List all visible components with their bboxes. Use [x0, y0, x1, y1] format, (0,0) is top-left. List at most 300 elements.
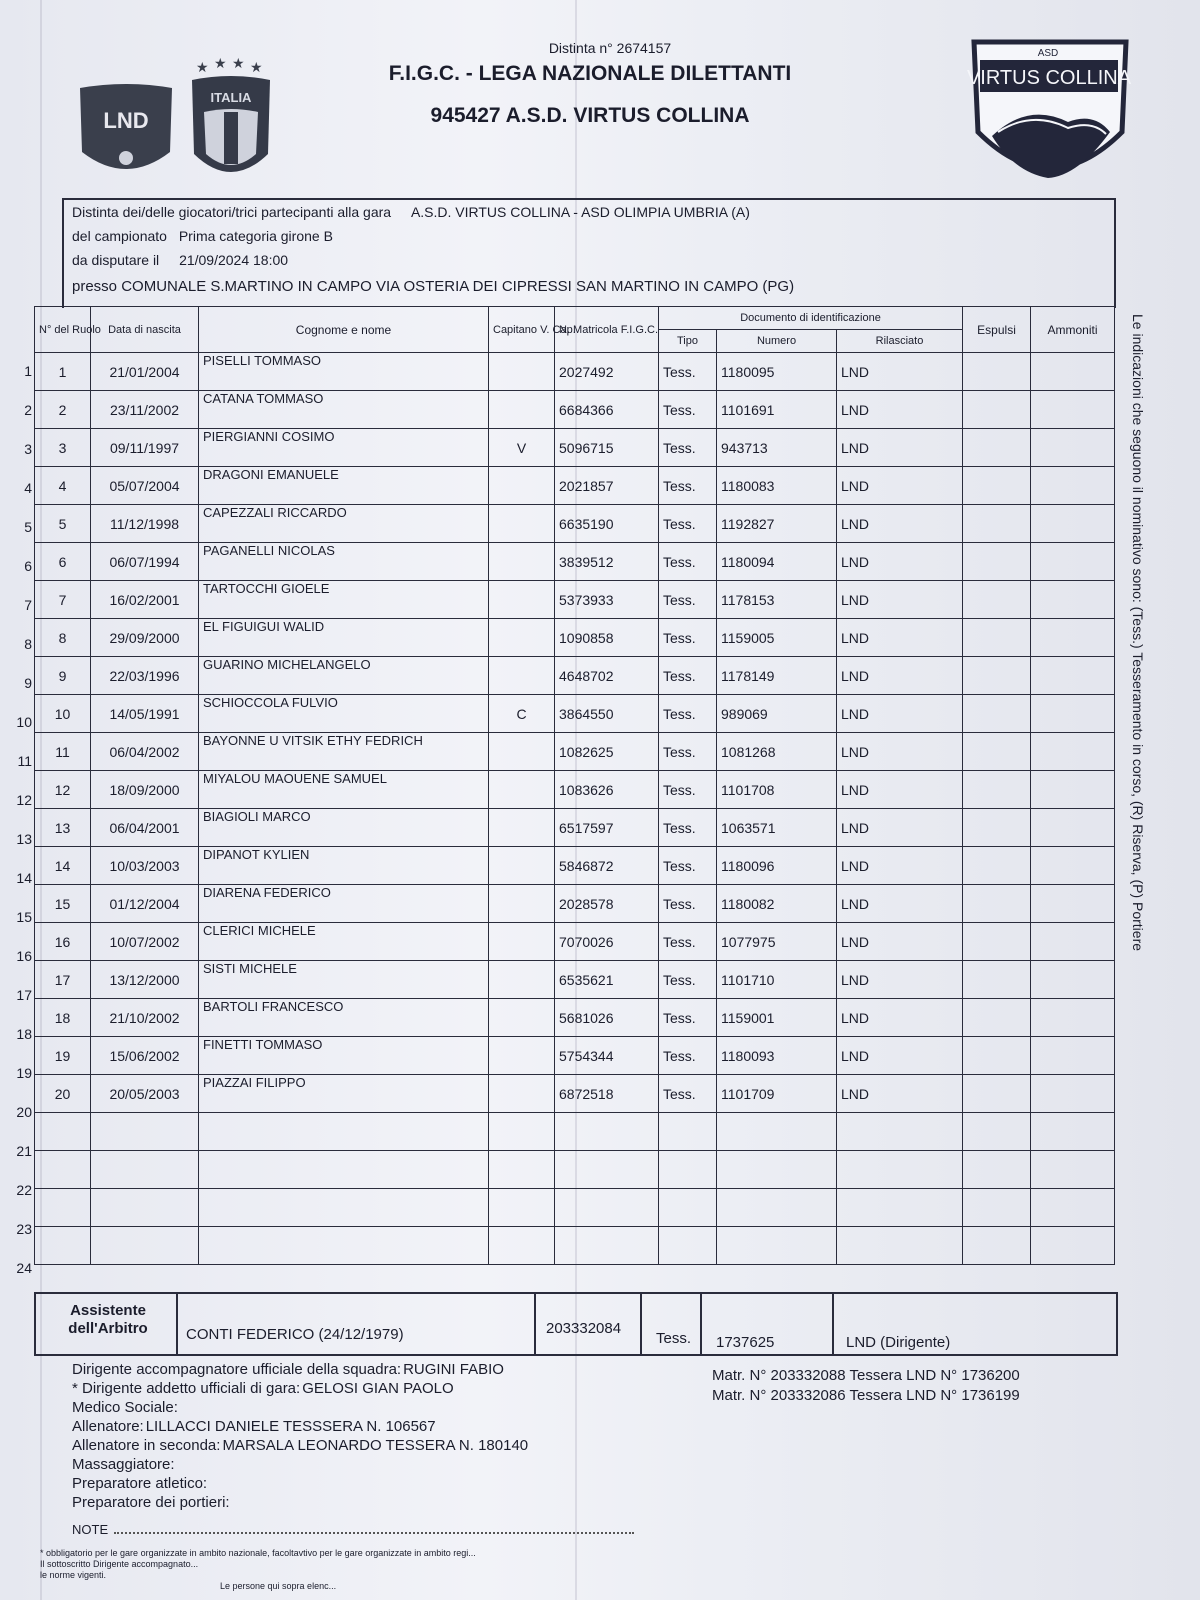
col-numero: Numero — [717, 330, 837, 353]
virtus-collina-logo — [968, 36, 1132, 194]
table-row — [35, 581, 1115, 619]
cell-cap — [489, 467, 555, 505]
staff-value: LILLACCI DANIELE TESSSERA N. 106567 — [145, 1418, 436, 1435]
cell-ammoniti — [1031, 1189, 1115, 1227]
staff-row — [72, 1436, 528, 1455]
cell-tipo: Tess. — [659, 657, 717, 695]
cell-rilasciato: LND — [837, 885, 963, 923]
assistente-label: Assistente dell'Arbitro — [68, 1302, 148, 1337]
col-matricola: N. Matricola F.I.G.C. — [555, 307, 659, 353]
cell-ammoniti — [1031, 657, 1115, 695]
table-row — [35, 657, 1115, 695]
cell-nome: DIARENA FEDERICO — [199, 885, 489, 923]
table-row — [35, 619, 1115, 657]
col-nascita: Data di nascita — [91, 307, 199, 353]
cell-tipo: Tess. — [659, 619, 717, 657]
table-row — [35, 1113, 1115, 1151]
cell-cap — [489, 885, 555, 923]
matricole-block — [712, 1366, 1020, 1406]
cell-nome: SISTI MICHELE — [199, 961, 489, 999]
row-number: 23 — [16, 1221, 32, 1237]
staff-row — [72, 1474, 528, 1493]
match-info — [62, 198, 1116, 308]
lnd-logo-text: LND — [103, 108, 149, 133]
cell-matricola: 2027492 — [555, 353, 659, 391]
cell-ammoniti — [1031, 505, 1115, 543]
cell-ruolo: 3 — [35, 429, 91, 467]
cell-espulsi — [963, 467, 1031, 505]
cell-nascita: 21/01/2004 — [91, 353, 199, 391]
cell-nome: FINETTI TOMMASO — [199, 1037, 489, 1075]
cell-matricola — [555, 1151, 659, 1189]
row-number: 24 — [16, 1260, 32, 1276]
cell-ammoniti — [1031, 1113, 1115, 1151]
cell-espulsi — [963, 1075, 1031, 1113]
side-note — [1124, 314, 1148, 1034]
cell-cap — [489, 657, 555, 695]
staff-label: Allenatore: — [72, 1418, 144, 1435]
cell-nascita — [91, 1189, 199, 1227]
row-number: 3 — [24, 441, 32, 457]
cell-nascita: 16/02/2001 — [91, 581, 199, 619]
data-value: 21/09/2024 18:00 — [179, 252, 289, 268]
cell-cap — [489, 619, 555, 657]
footer-line-3: Le persone qui sopra elenc... — [220, 1581, 337, 1591]
cell-numero: 1101709 — [717, 1075, 837, 1113]
cell-tipo: Tess. — [659, 391, 717, 429]
svg-text:★: ★ — [196, 59, 209, 75]
cell-ruolo — [35, 1113, 91, 1151]
cell-ammoniti — [1031, 1037, 1115, 1075]
row-number: 17 — [16, 987, 32, 1003]
cell-nome: TARTOCCHI GIOELE — [199, 581, 489, 619]
row-number: 1 — [24, 363, 32, 379]
cell-cap — [489, 543, 555, 581]
cell-rilasciato: LND — [837, 961, 963, 999]
cell-espulsi — [963, 1037, 1031, 1075]
row-numbers — [8, 352, 32, 1288]
cell-tipo: Tess. — [659, 543, 717, 581]
assistente-matricola: 203332084 — [546, 1320, 622, 1337]
cell-tipo: Tess. — [659, 733, 717, 771]
cell-espulsi — [963, 1151, 1031, 1189]
cell-nascita: 20/05/2003 — [91, 1075, 199, 1113]
table-row — [35, 429, 1115, 467]
cell-cap — [489, 809, 555, 847]
cell-tipo: Tess. — [659, 505, 717, 543]
cell-cap — [489, 961, 555, 999]
cell-rilasciato: LND — [837, 1075, 963, 1113]
cell-matricola: 5681026 — [555, 999, 659, 1037]
cell-rilasciato: LND — [837, 999, 963, 1037]
cell-ruolo: 6 — [35, 543, 91, 581]
assistente-numero: 1737625 — [716, 1334, 775, 1351]
row-number: 18 — [16, 1026, 32, 1042]
row-number: 20 — [16, 1104, 32, 1120]
cell-nome: EL FIGUIGUI WALID — [199, 619, 489, 657]
cell-tipo: Tess. — [659, 999, 717, 1037]
row-number: 4 — [24, 480, 32, 496]
cell-ammoniti — [1031, 581, 1115, 619]
cell-cap — [489, 1075, 555, 1113]
cell-cap — [489, 353, 555, 391]
cell-nascita — [91, 1113, 199, 1151]
presso-label: presso — [72, 278, 118, 295]
cell-rilasciato — [837, 1113, 963, 1151]
cell-tipo: Tess. — [659, 923, 717, 961]
cell-matricola: 1083626 — [555, 771, 659, 809]
vc-logo-name: VIRTUS COLLINA — [966, 67, 1132, 89]
cell-ruolo: 1 — [35, 353, 91, 391]
cell-rilasciato — [837, 1151, 963, 1189]
table-row — [35, 543, 1115, 581]
staff-label: Medico Sociale: — [72, 1399, 178, 1416]
cell-espulsi — [963, 505, 1031, 543]
matricola-line: Matr. N° 203332086 Tessera LND N° 1736199 — [712, 1387, 1020, 1404]
staff-label: Preparatore dei portieri: — [72, 1494, 230, 1511]
cell-matricola: 3864550 — [555, 695, 659, 733]
col-capitano: Capitano V. Cap. — [489, 307, 555, 353]
assistente-row — [34, 1292, 1118, 1356]
table-row — [35, 391, 1115, 429]
row-number: 14 — [16, 870, 32, 886]
cell-rilasciato: LND — [837, 733, 963, 771]
staff-row — [72, 1360, 528, 1379]
cell-espulsi — [963, 429, 1031, 467]
cell-nascita: 10/07/2002 — [91, 923, 199, 961]
data-label: da disputare il — [72, 252, 160, 268]
cell-cap: V — [489, 429, 555, 467]
row-number: 5 — [24, 519, 32, 535]
table-row — [35, 695, 1115, 733]
cell-ruolo: 14 — [35, 847, 91, 885]
cell-matricola — [555, 1189, 659, 1227]
cell-ruolo — [35, 1227, 91, 1265]
cell-cap — [489, 771, 555, 809]
club-title: 945427 A.S.D. VIRTUS COLLINA — [430, 104, 750, 127]
cell-espulsi — [963, 581, 1031, 619]
row-number: 13 — [16, 831, 32, 847]
document-header — [330, 40, 850, 128]
cell-nome: PAGANELLI NICOLAS — [199, 543, 489, 581]
cell-cap — [489, 1227, 555, 1265]
svg-text:★: ★ — [250, 59, 263, 75]
cell-nascita: 18/09/2000 — [91, 771, 199, 809]
cell-espulsi — [963, 961, 1031, 999]
staff-label: Dirigente accompagnatore ufficiale della squadra: — [72, 1361, 402, 1378]
cell-matricola: 6684366 — [555, 391, 659, 429]
staff-row — [72, 1455, 528, 1474]
footnote: * obbligatorio per le gare organizzate in ambito nazionale, facoltavtivo per le gare organizzate in ambito regi... — [40, 1548, 476, 1558]
cell-rilasciato: LND — [837, 657, 963, 695]
cell-nome — [199, 1151, 489, 1189]
cell-numero: 1178149 — [717, 657, 837, 695]
note-label: NOTE — [72, 1522, 109, 1537]
cell-nascita: 05/07/2004 — [91, 467, 199, 505]
cell-numero: 1159005 — [717, 619, 837, 657]
cell-numero: 1159001 — [717, 999, 837, 1037]
cell-tipo: Tess. — [659, 581, 717, 619]
cell-ammoniti — [1031, 695, 1115, 733]
cell-cap — [489, 1189, 555, 1227]
side-note-text: Le indicazioni che seguono il nominativo sono: (Tess.) Tesseramento in corso, (R) Riserva, (P) Portiere — [1130, 314, 1146, 952]
cell-rilasciato: LND — [837, 809, 963, 847]
cell-tipo: Tess. — [659, 885, 717, 923]
table-row — [35, 353, 1115, 391]
gara-line — [72, 204, 750, 220]
cell-nascita: 11/12/1998 — [91, 505, 199, 543]
row-number: 19 — [16, 1065, 32, 1081]
cell-ammoniti — [1031, 353, 1115, 391]
staff-label: Preparatore atletico: — [72, 1475, 208, 1492]
cell-ruolo: 11 — [35, 733, 91, 771]
cell-rilasciato: LND — [837, 581, 963, 619]
cell-tipo: Tess. — [659, 771, 717, 809]
cell-ammoniti — [1031, 885, 1115, 923]
cell-matricola: 4648702 — [555, 657, 659, 695]
table-row — [35, 1189, 1115, 1227]
cell-cap: C — [489, 695, 555, 733]
cell-matricola: 2028578 — [555, 885, 659, 923]
table-row — [35, 999, 1115, 1037]
cell-numero: 1101691 — [717, 391, 837, 429]
cell-rilasciato: LND — [837, 429, 963, 467]
cell-espulsi — [963, 391, 1031, 429]
row-number: 7 — [24, 597, 32, 613]
cell-ammoniti — [1031, 467, 1115, 505]
cell-ammoniti — [1031, 391, 1115, 429]
cell-nome: PISELLI TOMMASO — [199, 353, 489, 391]
players-table-wrap — [34, 306, 1114, 1265]
row-number: 11 — [17, 753, 32, 769]
assistente-nome: CONTI FEDERICO (24/12/1979) — [186, 1326, 404, 1343]
cell-ammoniti — [1031, 619, 1115, 657]
cell-tipo — [659, 1113, 717, 1151]
cell-espulsi — [963, 657, 1031, 695]
cell-cap — [489, 1151, 555, 1189]
col-documento: Documento di identificazione — [659, 307, 963, 330]
cell-ammoniti — [1031, 1151, 1115, 1189]
staff-row — [72, 1417, 528, 1436]
table-row — [35, 847, 1115, 885]
row-number: 16 — [16, 948, 32, 964]
presso-line — [72, 278, 794, 295]
cell-espulsi — [963, 809, 1031, 847]
cell-ruolo: 19 — [35, 1037, 91, 1075]
cell-cap — [489, 505, 555, 543]
cell-nome: GUARINO MICHELANGELO — [199, 657, 489, 695]
cell-rilasciato: LND — [837, 619, 963, 657]
cell-tipo — [659, 1227, 717, 1265]
cell-rilasciato: LND — [837, 923, 963, 961]
cell-rilasciato: LND — [837, 695, 963, 733]
assistente-tipo: Tess. — [656, 1330, 692, 1347]
col-nome: Cognome e nome — [199, 307, 489, 353]
staff-row — [72, 1379, 528, 1398]
cell-ruolo: 16 — [35, 923, 91, 961]
assistente-divider — [700, 1294, 702, 1354]
cell-nascita: 23/11/2002 — [91, 391, 199, 429]
cell-ammoniti — [1031, 999, 1115, 1037]
cell-tipo — [659, 1189, 717, 1227]
table-row — [35, 771, 1115, 809]
cell-nascita: 01/12/2004 — [91, 885, 199, 923]
lnd-logo — [76, 82, 176, 186]
cell-ammoniti — [1031, 809, 1115, 847]
cell-rilasciato: LND — [837, 505, 963, 543]
table-row — [35, 1037, 1115, 1075]
players-body — [35, 353, 1115, 1265]
cell-espulsi — [963, 1227, 1031, 1265]
note-block — [72, 1522, 634, 1537]
cell-numero: 1180083 — [717, 467, 837, 505]
data-line — [72, 252, 288, 268]
cell-nome — [199, 1189, 489, 1227]
cell-ruolo: 5 — [35, 505, 91, 543]
cell-cap — [489, 391, 555, 429]
cell-tipo: Tess. — [659, 1075, 717, 1113]
cell-tipo: Tess. — [659, 429, 717, 467]
row-number: 15 — [16, 909, 32, 925]
cell-numero: 1180082 — [717, 885, 837, 923]
col-rilasciato: Rilasciato — [837, 330, 963, 353]
cell-nome: BAYONNE U VITSIK ETHY FEDRICH — [199, 733, 489, 771]
staff-label: Allenatore in seconda: — [72, 1437, 221, 1454]
cell-matricola: 3839512 — [555, 543, 659, 581]
staff-row — [72, 1398, 528, 1417]
cell-tipo: Tess. — [659, 467, 717, 505]
col-espulsi: Espulsi — [963, 307, 1031, 353]
cell-ruolo: 13 — [35, 809, 91, 847]
row-number: 9 — [24, 675, 32, 691]
cell-nascita: 21/10/2002 — [91, 999, 199, 1037]
cell-matricola — [555, 1227, 659, 1265]
cell-numero: 1180096 — [717, 847, 837, 885]
cell-nome: DIPANOT KYLIEN — [199, 847, 489, 885]
cell-espulsi — [963, 695, 1031, 733]
col-tipo: Tipo — [659, 330, 717, 353]
cell-ruolo: 2 — [35, 391, 91, 429]
cell-espulsi — [963, 1113, 1031, 1151]
cell-cap — [489, 923, 555, 961]
cell-numero — [717, 1227, 837, 1265]
cell-nascita: 13/12/2000 — [91, 961, 199, 999]
cell-espulsi — [963, 771, 1031, 809]
cell-cap — [489, 1037, 555, 1075]
cell-cap — [489, 1113, 555, 1151]
italia-logo — [186, 55, 276, 186]
cell-rilasciato: LND — [837, 391, 963, 429]
cell-ruolo: 8 — [35, 619, 91, 657]
cell-numero: 1101708 — [717, 771, 837, 809]
cell-espulsi — [963, 619, 1031, 657]
lega-title: F.I.G.C. - LEGA NAZIONALE DILETTANTI — [388, 62, 792, 85]
cell-cap — [489, 733, 555, 771]
cell-nome: BARTOLI FRANCESCO — [199, 999, 489, 1037]
gara-label: Distinta dei/delle giocatori/trici partecipanti alla gara — [72, 204, 392, 220]
cell-nascita — [91, 1151, 199, 1189]
cell-numero — [717, 1151, 837, 1189]
cell-numero: 989069 — [717, 695, 837, 733]
cell-rilasciato — [837, 1227, 963, 1265]
cell-ruolo: 20 — [35, 1075, 91, 1113]
assistente-rilasciato: LND (Dirigente) — [846, 1334, 951, 1351]
cell-matricola — [555, 1113, 659, 1151]
cell-espulsi — [963, 353, 1031, 391]
cell-ruolo: 4 — [35, 467, 91, 505]
cell-nascita: 06/04/2001 — [91, 809, 199, 847]
col-ruolo: N° del Ruolo — [35, 307, 91, 353]
cell-matricola: 6872518 — [555, 1075, 659, 1113]
cell-nome: CATANA TOMMASO — [199, 391, 489, 429]
table-row — [35, 505, 1115, 543]
table-row — [35, 923, 1115, 961]
cell-cap — [489, 999, 555, 1037]
cell-nascita: 29/09/2000 — [91, 619, 199, 657]
cell-numero: 1101710 — [717, 961, 837, 999]
cell-cap — [489, 847, 555, 885]
cell-rilasciato: LND — [837, 1037, 963, 1075]
row-number: 12 — [16, 792, 32, 808]
cell-nascita: 15/06/2002 — [91, 1037, 199, 1075]
cell-espulsi — [963, 923, 1031, 961]
row-number: 6 — [24, 558, 32, 574]
staff-label: * Dirigente addetto ufficiali di gara: — [72, 1380, 301, 1397]
note-dots — [114, 1532, 634, 1534]
table-row — [35, 1075, 1115, 1113]
cell-matricola: 5373933 — [555, 581, 659, 619]
cell-ruolo — [35, 1151, 91, 1189]
cell-ruolo: 7 — [35, 581, 91, 619]
cell-espulsi — [963, 999, 1031, 1037]
cell-espulsi — [963, 885, 1031, 923]
cell-nascita: 06/04/2002 — [91, 733, 199, 771]
row-number: 10 — [16, 714, 32, 730]
cell-ammoniti — [1031, 1227, 1115, 1265]
cell-ammoniti — [1031, 923, 1115, 961]
cell-nome: CAPEZZALI RICCARDO — [199, 505, 489, 543]
cell-ammoniti — [1031, 1075, 1115, 1113]
cell-ruolo: 9 — [35, 657, 91, 695]
matricola-line: Matr. N° 203332088 Tessera LND N° 1736200 — [712, 1367, 1020, 1384]
row-number: 8 — [24, 636, 32, 652]
assistente-divider — [176, 1294, 178, 1354]
cell-numero: 1192827 — [717, 505, 837, 543]
cell-nascita — [91, 1227, 199, 1265]
campionato-line — [72, 228, 333, 244]
cell-espulsi — [963, 543, 1031, 581]
footer — [40, 1548, 940, 1592]
cell-matricola: 6535621 — [555, 961, 659, 999]
cell-nome — [199, 1113, 489, 1151]
cell-numero: 943713 — [717, 429, 837, 467]
table-row — [35, 1151, 1115, 1189]
cell-matricola: 7070026 — [555, 923, 659, 961]
cell-numero: 1180093 — [717, 1037, 837, 1075]
cell-tipo: Tess. — [659, 695, 717, 733]
cell-rilasciato: LND — [837, 543, 963, 581]
cell-nome: PIERGIANNI COSIMO — [199, 429, 489, 467]
staff-value: MARSALA LEONARDO TESSERA N. 180140 — [222, 1437, 529, 1454]
cell-ruolo: 10 — [35, 695, 91, 733]
italia-logo-text: ITALIA — [210, 90, 252, 105]
cell-nome: DRAGONI EMANUELE — [199, 467, 489, 505]
vc-logo-asd: ASD — [1037, 48, 1059, 59]
cell-rilasciato: LND — [837, 771, 963, 809]
cell-ruolo: 18 — [35, 999, 91, 1037]
cell-nascita: 10/03/2003 — [91, 847, 199, 885]
staff-value: RUGINI FABIO — [403, 1361, 504, 1378]
